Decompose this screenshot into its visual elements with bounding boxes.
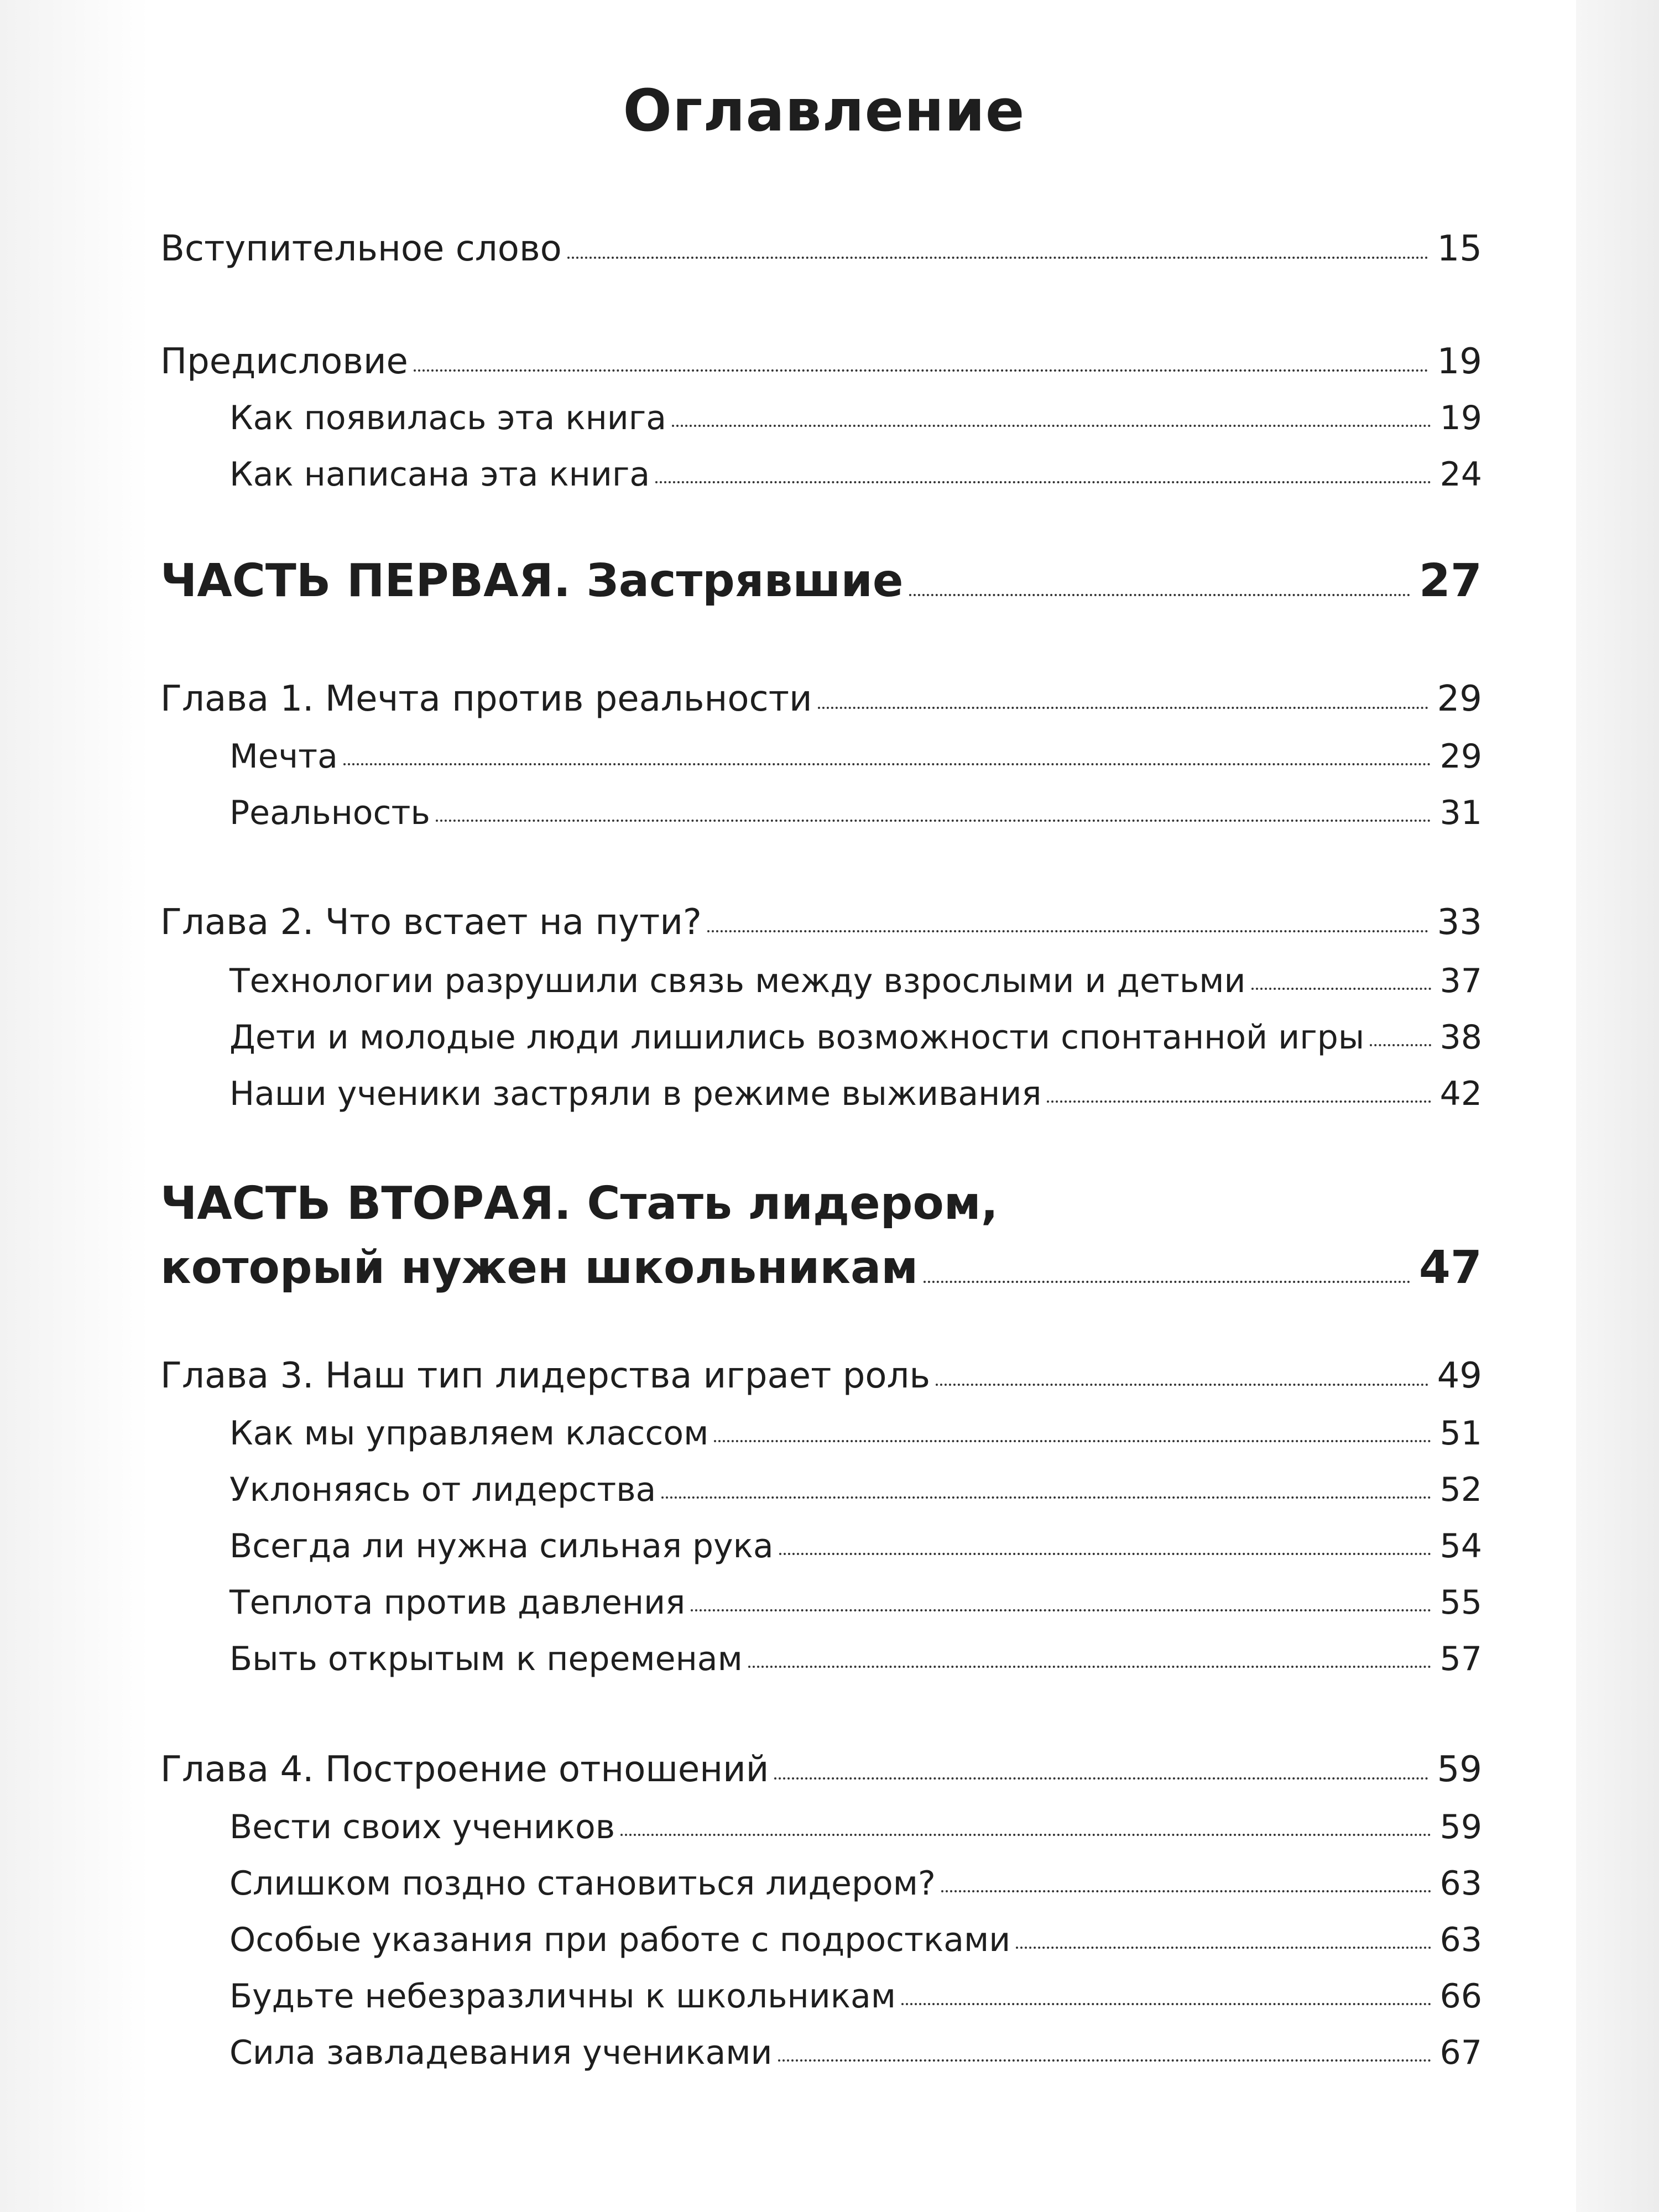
- dot-leader: [924, 1281, 1410, 1283]
- toc-subentry[interactable]: [160, 1018, 1482, 1057]
- toc-entry-foreword[interactable]: [160, 228, 1482, 269]
- toc-subentry[interactable]: [160, 737, 1482, 776]
- toc-entry-label: Как мы управляем классом: [229, 1414, 709, 1453]
- toc-subentry[interactable]: [160, 1074, 1482, 1113]
- toc-entry-page: 57: [1439, 1640, 1482, 1678]
- toc-entry-label: Реальность: [229, 794, 430, 832]
- toc-title: Оглавление: [623, 77, 1025, 144]
- toc-chapter-2[interactable]: [160, 902, 1482, 943]
- toc-entry-page: 59: [1439, 1808, 1482, 1846]
- toc-entry-page: 66: [1439, 1977, 1482, 2016]
- dot-leader: [901, 2003, 1431, 2005]
- dot-leader: [672, 425, 1431, 427]
- dot-leader: [714, 1440, 1431, 1442]
- toc-subentry[interactable]: [160, 1642, 1482, 1676]
- toc-entry-page: 27: [1418, 555, 1482, 607]
- toc-entry-label: Как появилась эта книга: [229, 399, 667, 437]
- dot-leader: [818, 707, 1428, 709]
- toc-entry-page: 67: [1439, 2033, 1482, 2072]
- toc-entry-page: 49: [1437, 1355, 1482, 1396]
- toc-entry-page: 31: [1439, 794, 1482, 832]
- dot-leader: [778, 2059, 1431, 2062]
- toc-entry-label: Глава 4. Построение отношений: [160, 1749, 769, 1790]
- toc-entry-label: Как написана эта книга: [229, 455, 650, 494]
- dot-leader: [691, 1609, 1431, 1611]
- dot-leader: [1370, 1044, 1431, 1046]
- dot-leader: [620, 1834, 1431, 1836]
- toc-entry-page: 54: [1439, 1527, 1482, 1566]
- toc-entry-label: Предисловие: [160, 341, 408, 382]
- toc-subentry[interactable]: [160, 455, 1482, 494]
- toc-entry-label: Мечта: [229, 737, 338, 776]
- toc-subentry[interactable]: [160, 401, 1482, 435]
- toc-entry-label: Всегда ли нужна сильная рука: [229, 1527, 774, 1566]
- toc-entry-label: Наши ученики застряли в режиме выживания: [229, 1074, 1042, 1113]
- toc-subentry[interactable]: [160, 1583, 1482, 1622]
- toc-entry-label: Вести своих учеников: [229, 1808, 615, 1846]
- toc-entry-page: 55: [1439, 1583, 1482, 1622]
- dot-leader: [343, 763, 1431, 765]
- table-of-contents-page: [160, 0, 1488, 2212]
- toc-entry-label: Слишком поздно становиться лидером?: [229, 1864, 936, 1903]
- page-edge-shadow-left: [0, 0, 149, 2212]
- toc-entry-page: 51: [1439, 1414, 1482, 1453]
- dot-leader: [909, 594, 1410, 596]
- toc-entry-page: 52: [1439, 1470, 1482, 1509]
- toc-subentry[interactable]: [160, 796, 1482, 830]
- toc-entry-page: 15: [1437, 228, 1482, 269]
- dot-leader: [707, 930, 1428, 932]
- dot-leader: [774, 1777, 1428, 1780]
- toc-entry-label: Быть открытым к переменам: [229, 1640, 743, 1678]
- toc-entry-label: Глава 1. Мечта против реальности: [160, 679, 812, 719]
- toc-entry-page: 42: [1439, 1074, 1482, 1113]
- toc-subentry[interactable]: [160, 1414, 1482, 1453]
- toc-part-two[interactable]: [160, 1241, 1482, 1294]
- toc-entry-label: Будьте небезразличны к школьникам: [229, 1977, 896, 2016]
- toc-entry-page: 37: [1439, 962, 1482, 1000]
- toc-subentry[interactable]: [160, 1470, 1482, 1509]
- toc-part-one[interactable]: [160, 555, 1482, 607]
- toc-entry-label: Теплота против давления: [229, 1583, 686, 1622]
- toc-entry-page: 29: [1439, 737, 1482, 776]
- toc-subentry[interactable]: [160, 1527, 1482, 1566]
- toc-entry-label: Вступительное слово: [160, 228, 562, 269]
- dot-leader: [1251, 988, 1431, 990]
- toc-entry-page: 24: [1439, 455, 1482, 494]
- dot-leader: [936, 1384, 1428, 1386]
- toc-entry-page: 63: [1439, 1864, 1482, 1903]
- toc-entry-label: который нужен школьникам: [160, 1241, 919, 1294]
- toc-entry-label: Глава 3. Наш тип лидерства играет роль: [160, 1355, 931, 1396]
- toc-subentry[interactable]: [160, 1977, 1482, 2016]
- toc-chapter-1[interactable]: [160, 681, 1482, 717]
- dot-leader: [1047, 1100, 1431, 1103]
- toc-entry-label: Глава 2. Что встает на пути?: [160, 902, 702, 943]
- toc-entry-page: 19: [1439, 399, 1482, 437]
- toc-entry-page: 29: [1437, 679, 1482, 719]
- toc-entry-label: Особые указания при работе с подростками: [229, 1921, 1011, 1959]
- toc-entry-label: ЧАСТЬ ПЕРВАЯ. Застрявшие: [160, 555, 904, 607]
- toc-entry-label: Технологии разрушили связь между взрослыми и детьми: [229, 962, 1246, 1000]
- toc-subentry[interactable]: [160, 1864, 1482, 1903]
- dot-leader: [941, 1890, 1431, 1892]
- dot-leader: [655, 481, 1431, 483]
- toc-entry-page: 47: [1418, 1241, 1482, 1294]
- toc-entry-preface[interactable]: [160, 341, 1482, 382]
- dot-leader: [1016, 1947, 1431, 1949]
- dot-leader: [661, 1496, 1431, 1499]
- toc-subentry[interactable]: [160, 1923, 1482, 1957]
- dot-leader: [748, 1666, 1431, 1668]
- toc-subentry[interactable]: [160, 1808, 1482, 1846]
- dot-leader: [779, 1553, 1431, 1555]
- page-edge-shadow-right: [1576, 0, 1659, 2212]
- dot-leader: [414, 369, 1428, 372]
- toc-entry-label: Сила завладевания учениками: [229, 2033, 773, 2072]
- toc-entry-page: 19: [1437, 341, 1482, 382]
- toc-entry-page: 33: [1437, 902, 1482, 943]
- dot-leader: [567, 257, 1428, 259]
- toc-entry-page: 63: [1439, 1921, 1482, 1959]
- toc-subentry[interactable]: [160, 964, 1482, 998]
- toc-entry-label: Дети и молодые люди лишились возможности спонтанной игры: [229, 1018, 1365, 1057]
- toc-entry-page: 38: [1439, 1018, 1482, 1057]
- toc-part-two-line1[interactable]: ЧАСТЬ ВТОРАЯ. Стать лидером,: [160, 1177, 998, 1230]
- dot-leader: [436, 820, 1431, 822]
- toc-chapter-4[interactable]: [160, 1749, 1482, 1790]
- toc-subentry[interactable]: [160, 2033, 1482, 2072]
- toc-chapter-3[interactable]: [160, 1355, 1482, 1396]
- toc-entry-page: 59: [1437, 1749, 1482, 1790]
- toc-entry-label: Уклоняясь от лидерства: [229, 1470, 656, 1509]
